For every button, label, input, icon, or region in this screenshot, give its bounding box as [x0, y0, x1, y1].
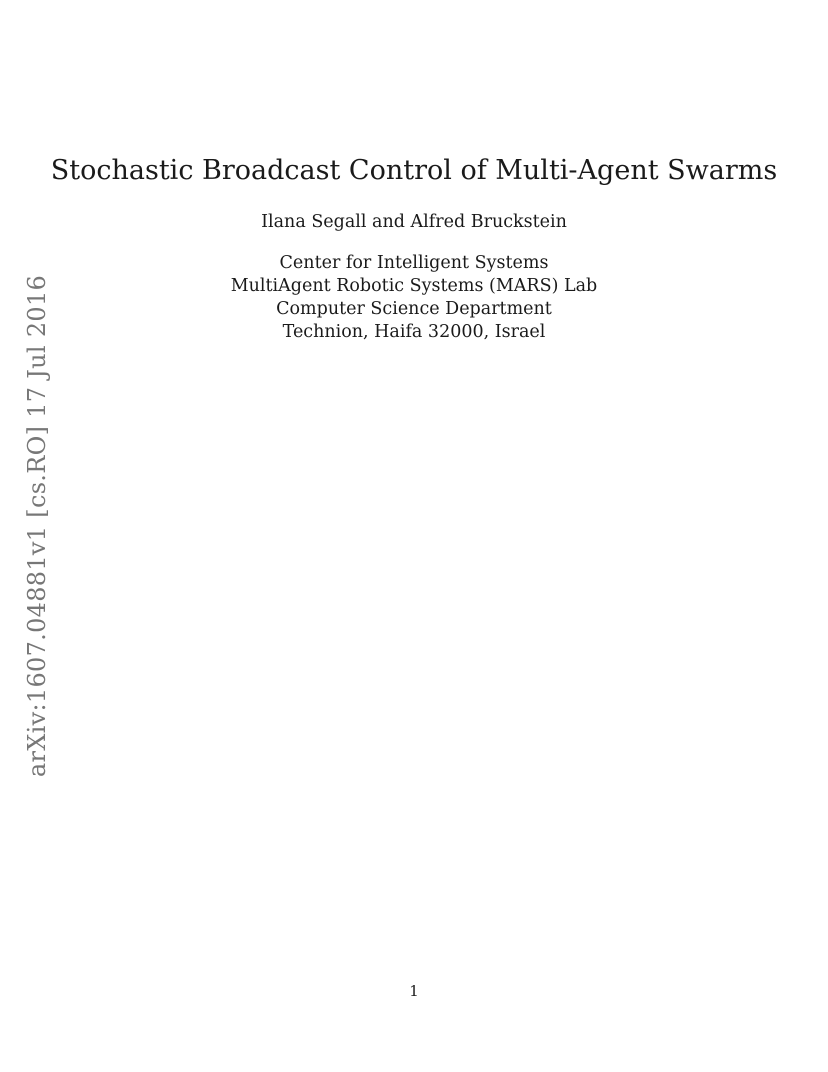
- affiliation-line: Technion, Haifa 32000, Israel: [282, 322, 546, 342]
- paper-authors: Ilana Segall and Alfred Bruckstein: [261, 212, 567, 232]
- author-affiliation: [0, 252, 828, 344]
- page-number: 1: [409, 982, 419, 1000]
- affiliation-line: Center for Intelligent Systems: [279, 253, 549, 273]
- affiliation-line: MultiAgent Robotic Systems (MARS) Lab: [230, 276, 598, 296]
- arxiv-identifier-stamp: arXiv:1607.04881v1 [cs.RO] 17 Jul 2016: [23, 274, 51, 778]
- affiliation-line: Computer Science Department: [276, 299, 552, 319]
- paper-title: Stochastic Broadcast Control of Multi-Agent Swarms: [50, 155, 778, 186]
